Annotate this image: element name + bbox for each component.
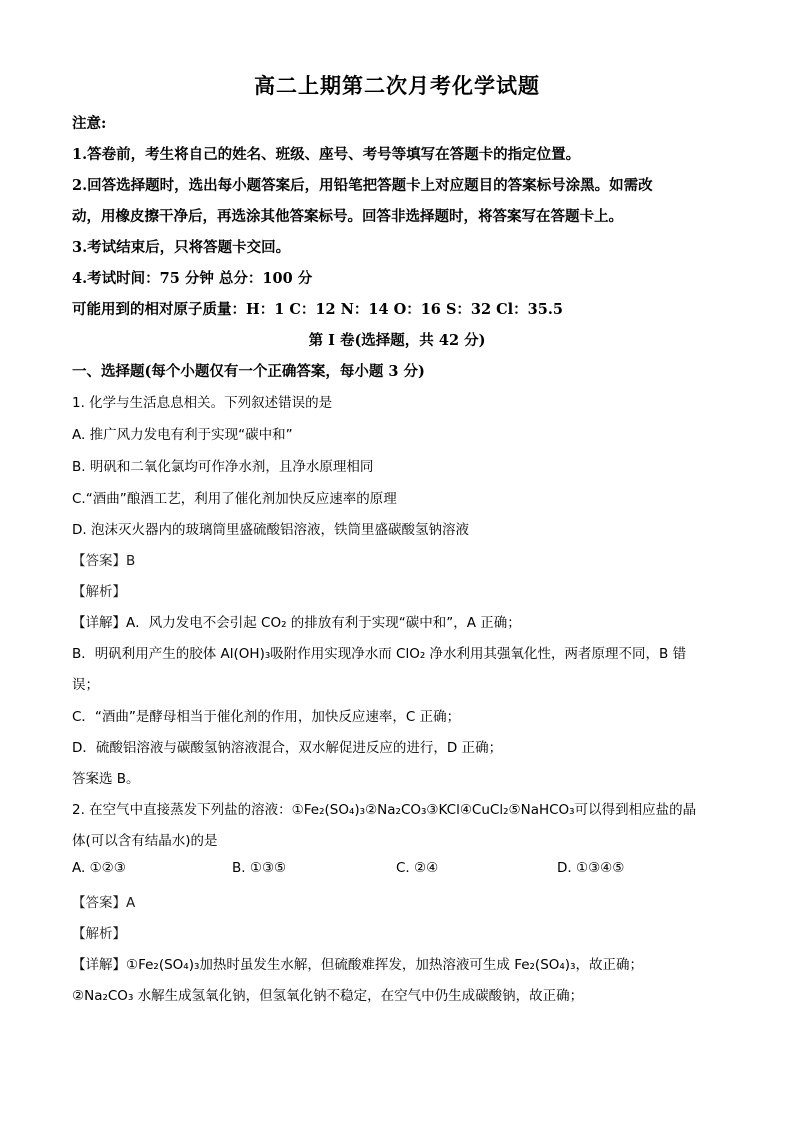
q1-detail-b: B．明矾利用产生的胶体 Al(OH)₃吸附作用实现净水而 ClO₂ 净水利用其强氧化性，两者原理不同，B 错 — [72, 646, 687, 662]
q2-answer: 【答案】A — [72, 895, 136, 911]
notice-item-3: 3.考试结束后，只将答题卡交回。 — [72, 239, 291, 256]
q1-detail-a: 【详解】A．风力发电不会引起 CO₂ 的排放有利于实现“碳中和”，A 正确； — [72, 615, 521, 631]
notice-item-1: 1.答卷前，考生将自己的姓名、班级、座号、考号等填写在答题卡的指定位置。 — [72, 146, 581, 163]
q2-detail-2: ②Na₂CO₃ 水解生成氢氧化钠，但氢氧化钠不稳定，在空气中仍生成碳酸钠，故正确； — [72, 988, 584, 1004]
q1-option-a: A. 推广风力发电有利于实现“碳中和” — [72, 427, 293, 443]
section-title: 第 I 卷(选择题，共 42 分) — [308, 332, 486, 349]
q2-analysis-label: 【解析】 — [72, 926, 126, 942]
notice-heading: 注意: — [72, 115, 107, 132]
page-title: 高二上期第二次月考化学试题 — [254, 73, 540, 98]
q2-option-c: C. ②④ — [396, 860, 439, 876]
q1-detail-c: C．“酒曲”是酵母相当于催化剂的作用，加快反应速率，C 正确； — [72, 709, 461, 725]
q1-stem: 1. 化学与生活息息相关。下列叙述错误的是 — [72, 395, 333, 411]
q1-conclusion: 答案选 B。 — [72, 771, 140, 787]
q2-detail-1: 【详解】①Fe₂(SO₄)₃加热时虽发生水解，但硫酸难挥发，加热溶液可生成 Fe₂(SO₄)₃，故正确； — [72, 957, 643, 973]
atomic-mass-line: 可能用到的相对原子质量：H：1 C：12 N：14 O：16 S：32 Cl：35.5 — [72, 301, 564, 318]
notice-item-4: 4.考试时间：75 分钟 总分：100 分 — [72, 270, 313, 287]
notice-item-2: 2.回答选择题时，选出每小题答案后，用铅笔把答题卡上对应题目的答案标号涂黑。如需改 — [72, 177, 653, 194]
q2-stem: 2. 在空气中直接蒸发下列盐的溶液：①Fe₂(SO₄)₃②Na₂CO₃③KCl④CuCl₂⑤NaHCO₃可以得到相应盐的晶 — [72, 802, 697, 818]
q2-option-a: A. ①②③ — [72, 860, 126, 876]
notice-item-2-cont: 动，用橡皮擦干净后，再选涂其他答案标号。回答非选择题时，将答案写在答题卡上。 — [72, 208, 623, 225]
q1-detail-b-cont: 误； — [72, 677, 99, 693]
q2-stem-cont: 体(可以含有结晶水)的是 — [72, 833, 218, 849]
part-title: 一、选择题(每个小题仅有一个正确答案，每小题 3 分) — [72, 363, 425, 380]
q1-answer: 【答案】B — [72, 553, 136, 569]
q2-option-b: B. ①③⑤ — [232, 860, 287, 876]
q1-option-c: C.“酒曲”酿酒工艺，利用了催化剂加快反应速率的原理 — [72, 491, 397, 507]
q1-option-d: D. 泡沫灭火器内的玻璃筒里盛硫酸铝溶液，铁筒里盛碳酸氢钠溶液 — [72, 522, 469, 538]
q1-option-b: B. 明矾和二氧化氯均可作净水剂，且净水原理相同 — [72, 459, 374, 475]
q1-analysis-label: 【解析】 — [72, 584, 126, 600]
q2-option-d: D. ①③④⑤ — [557, 860, 625, 876]
q1-detail-d: D．硫酸铝溶液与碳酸氢钠溶液混合，双水解促进反应的进行，D 正确； — [72, 740, 503, 756]
